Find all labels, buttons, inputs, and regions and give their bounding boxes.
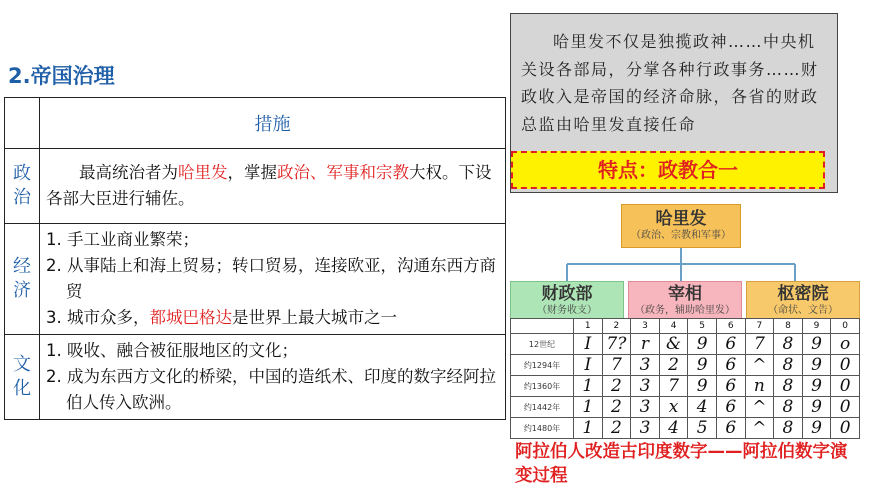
numeral-glyph: 3 [631, 355, 660, 376]
numeral-glyph: x [659, 397, 688, 418]
culture-content [40, 335, 506, 420]
list-item [46, 364, 499, 416]
org-vizier: 宰相 （政务，辅助哈里发） [628, 281, 742, 321]
numeral-header: 7 [745, 319, 774, 334]
header-measures: 措施 [40, 98, 506, 149]
body-text: 是世界上最大城市之一 [232, 308, 397, 327]
numeral-glyph: 6 [716, 376, 745, 397]
numerals-row-label: 约1480年 [511, 418, 574, 439]
numeral-glyph: 8 [774, 334, 803, 355]
numeral-glyph: 7? [602, 334, 631, 355]
numeral-glyph: 7 [659, 376, 688, 397]
numeral-glyph: 9 [802, 418, 831, 439]
numeral-glyph: 9 [802, 355, 831, 376]
numeral-glyph: 9 [688, 355, 717, 376]
measures-table [4, 97, 506, 420]
numeral-glyph: r [631, 334, 660, 355]
numeral-glyph: 6 [716, 397, 745, 418]
numeral-header: 9 [802, 319, 831, 334]
list-item [46, 227, 499, 253]
quote-text: 哈里发不仅是独揽政神……中央机关设各部局，分掌各种行政事务……财政收入是帝国的经济命脉，各省的财政总监由哈里发直接任命 [521, 32, 819, 134]
highlight-text: 都城巴格达 [149, 308, 232, 327]
numeral-glyph: 5 [688, 418, 717, 439]
numeral-glyph: 8 [774, 376, 803, 397]
numeral-glyph: 8 [774, 418, 803, 439]
list-item [46, 253, 499, 305]
numeral-glyph: 7 [602, 355, 631, 376]
numeral-header: 1 [574, 319, 603, 334]
body-text: ，掌握 [227, 163, 277, 182]
numeral-glyph: 8 [774, 397, 803, 418]
numeral-header: 4 [659, 319, 688, 334]
numeral-header: 0 [831, 319, 860, 334]
numeral-glyph: 8 [774, 355, 803, 376]
numerals-row [511, 376, 860, 397]
numerals-evolution-table [510, 318, 860, 439]
org-caliph: 哈里发 （政治、宗教和军事） [621, 204, 741, 248]
numeral-glyph: 0 [831, 355, 860, 376]
table-header-row [5, 98, 506, 149]
numeral-glyph: 7 [745, 334, 774, 355]
numeral-glyph: 1 [574, 397, 603, 418]
body-text: 1. 吸收、融合被征服地区的文化； [46, 341, 298, 360]
numeral-glyph: 3 [631, 397, 660, 418]
table-row-culture [5, 335, 506, 420]
body-text: 最高统治者为 [79, 163, 178, 182]
feature-banner: 特点：政教合一 [511, 151, 825, 189]
body-text: 3. 城市众多， [46, 308, 150, 327]
numeral-header: 6 [716, 319, 745, 334]
list-item [46, 305, 499, 331]
numeral-glyph: 3 [631, 376, 660, 397]
numeral-glyph: 6 [716, 334, 745, 355]
numerals-row-label: 12世纪 [511, 334, 574, 355]
politics-content [40, 149, 506, 224]
numeral-glyph: I [574, 334, 603, 355]
body-text: 2. 从事陆上和海上贸易；转口贸易，连接欧亚，沟通东西方商贸 [46, 256, 496, 301]
numeral-header: 5 [688, 319, 717, 334]
numerals-header-row [511, 319, 860, 334]
numeral-glyph: 6 [716, 355, 745, 376]
highlight-text: 哈里发 [178, 163, 228, 182]
numerals-caption: 阿拉伯人改造古印度数字——阿拉伯数字演变过程 [515, 442, 848, 486]
table-row-economy [5, 224, 506, 335]
body-text: 1. 手工业商业繁荣； [46, 230, 199, 249]
numeral-glyph: 2 [602, 418, 631, 439]
numeral-glyph: 2 [602, 397, 631, 418]
numeral-header: 3 [631, 319, 660, 334]
table-row-politics [5, 149, 506, 224]
org-finance-ministry: 财政部 （财务收支） [510, 281, 624, 321]
numeral-glyph: 6 [716, 418, 745, 439]
numeral-glyph: 0 [831, 418, 860, 439]
numeral-glyph: 4 [659, 418, 688, 439]
numeral-glyph: n [745, 376, 774, 397]
numerals-row-label: 约1442年 [511, 397, 574, 418]
highlight-text: 政治、军事和宗教 [277, 163, 409, 182]
org-connector-lines [567, 248, 795, 281]
numerals-row [511, 334, 860, 355]
numerals-corner [511, 319, 574, 334]
quote-box [510, 13, 838, 193]
numeral-glyph: & [659, 334, 688, 355]
numeral-glyph: ^ [745, 418, 774, 439]
numeral-glyph: 1 [574, 418, 603, 439]
numeral-glyph: 0 [831, 376, 860, 397]
body-text: 2. 成为东西方文化的桥梁，中国的造纸术、印度的数字经阿拉伯人传入欧洲。 [46, 367, 496, 412]
category-economy: 经 济 [5, 224, 40, 335]
body-text: 大权。下设各部大臣进行辅佐。 [46, 163, 492, 208]
numeral-glyph: 9 [802, 397, 831, 418]
numeral-glyph: 0 [831, 397, 860, 418]
numeral-glyph: 9 [802, 334, 831, 355]
numerals-row-label: 约1360年 [511, 376, 574, 397]
numerals-row [511, 418, 860, 439]
numeral-glyph: 9 [688, 334, 717, 355]
numeral-glyph: ^ [745, 397, 774, 418]
numeral-glyph: 4 [688, 397, 717, 418]
numerals-row [511, 397, 860, 418]
numeral-glyph: 2 [602, 376, 631, 397]
numeral-glyph: 9 [802, 376, 831, 397]
numerals-row-label: 约1294年 [511, 355, 574, 376]
numerals-row [511, 355, 860, 376]
numeral-glyph: I [574, 355, 603, 376]
numeral-glyph: 9 [688, 376, 717, 397]
numeral-header: 2 [602, 319, 631, 334]
section-title: 2.帝国治理 [8, 64, 115, 88]
category-culture: 文 化 [5, 335, 40, 420]
org-privy-council: 枢密院 （命状、文告） [746, 281, 860, 321]
numeral-glyph: 2 [659, 355, 688, 376]
header-corner-cell [5, 98, 40, 149]
numeral-glyph: 3 [631, 418, 660, 439]
numeral-header: 8 [774, 319, 803, 334]
category-politics: 政 治 [5, 149, 40, 224]
list-item [46, 338, 499, 364]
numeral-glyph: o [831, 334, 860, 355]
economy-content [40, 224, 506, 335]
numeral-glyph: ^ [745, 355, 774, 376]
numeral-glyph: 1 [574, 376, 603, 397]
